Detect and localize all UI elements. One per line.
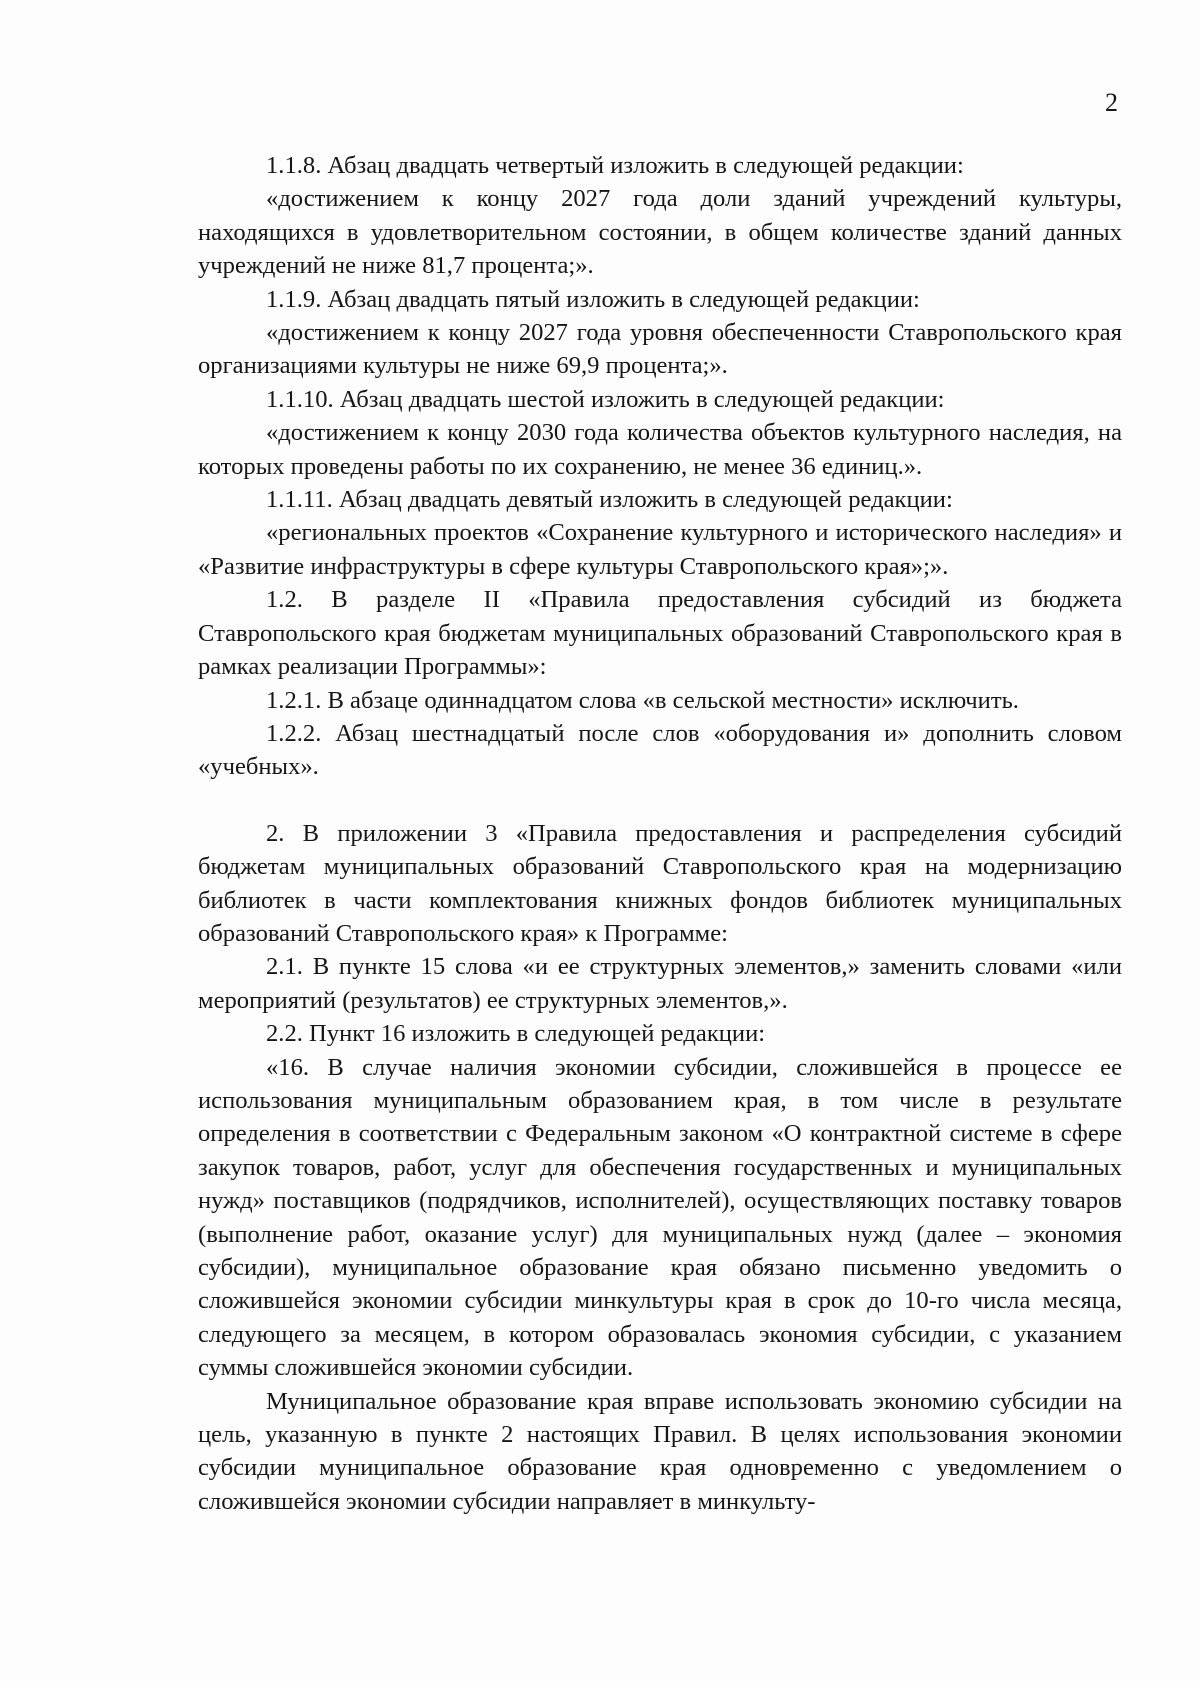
paragraph-2-2-point-16: «16. В случае наличия экономии субсидии, сложившейся в процессе ее использования муниципальным образованием края, в том числе в результате определения в соответствии с Федеральным законом «О контрактной системе в сфере закупок товаров, работ, услуг для обеспечения государственных и муниципальных нужд» поставщиков (подрядчиков, исполнителей), осуществляющих поставку товаров (выполнение работ, оказание услуг) для муниципальных нужд (далее – экономия субсидии), муниципальное образование края обязано письменно уведомить о сложившейся экономии субсидии минкультуры края в срок до 10-го числа месяца, следующего за месяцем, в котором образовалась экономия субсидии, с указанием суммы сложившейся экономии субсидии.: [198, 1053, 1122, 1382]
paragraph-2: 2. В приложении 3 «Правила предоставления и распределения субсидий бюджетам муниципальных образований Ставропольского края на модернизацию библиотек в части комплектования книжных фондов библиотек муниципальных образований Ставропольского края» к Программе:: [198, 819, 1122, 947]
paragraph-1-1-10-text: «достижением к концу 2030 года количества объектов культурного наследия, на которых проведены работы по их сохранению, не менее 36 единиц.».: [198, 419, 1122, 480]
paragraph-1-1-11-text: «региональных проектов «Сохранение культурного и исторического наследия» и «Развитие инфраструктуры в сфере культуры Ставропольского края»;».: [198, 519, 1122, 580]
paragraph-1-2: 1.2. В разделе II «Правила предоставления субсидий из бюджета Ставропольского края бюджетам муниципальных образований Ставропольского края в рамках реализации Программы»:: [198, 586, 1122, 681]
paragraph-2-1: 2.1. В пункте 15 слова «и ее структурных элементов,» заменить словами «или мероприятий (результатов) ее структурных элементов,».: [198, 953, 1122, 1014]
paragraph-1-1-8-text: «достижением к концу 2027 года доли зданий учреждений культуры, находящихся в удовлетворительном состоянии, в общем количестве зданий данных учреждений не ниже 81,7 процента;».: [198, 185, 1122, 280]
paragraph-1-1-11: 1.1.11. Абзац двадцать девятый изложить в следующей редакции:: [266, 486, 953, 514]
paragraph-1-2-2: 1.2.2. Абзац шестнадцатый после слов «оборудования и» дополнить словом «учебных».: [198, 719, 1122, 781]
document-body: [198, 149, 1122, 1518]
paragraph-2-2-continuation: Муниципальное образование края вправе использовать экономию субсидии на цель, указанную в пункте 2 настоящих Правил. В целях использования экономии субсидии муниципальное образование края одновременно с уведомлением о сложившейся экономии субсидии направляет в минкульту-: [198, 1387, 1122, 1515]
paragraph-1-2-1: 1.2.1. В абзаце одиннадцатом слова «в сельской местности» исключить.: [266, 686, 1019, 714]
paragraph-1-1-9-text: «достижением к концу 2027 года уровня обеспеченности Ставропольского края организациями культуры не ниже 69,9 процента;».: [198, 319, 1122, 380]
paragraph-2-2: 2.2. Пункт 16 изложить в следующей редакции:: [266, 1020, 766, 1048]
paragraph-1-1-8: 1.1.8. Абзац двадцать четвертый изложить в следующей редакции:: [266, 152, 964, 179]
paragraph-1-1-10: 1.1.10. Абзац двадцать шестой изложить в следующей редакции:: [266, 385, 945, 413]
paragraph-1-1-9: 1.1.9. Абзац двадцать пятый изложить в следующей редакции:: [266, 285, 920, 313]
page-number: 2: [1105, 88, 1118, 117]
